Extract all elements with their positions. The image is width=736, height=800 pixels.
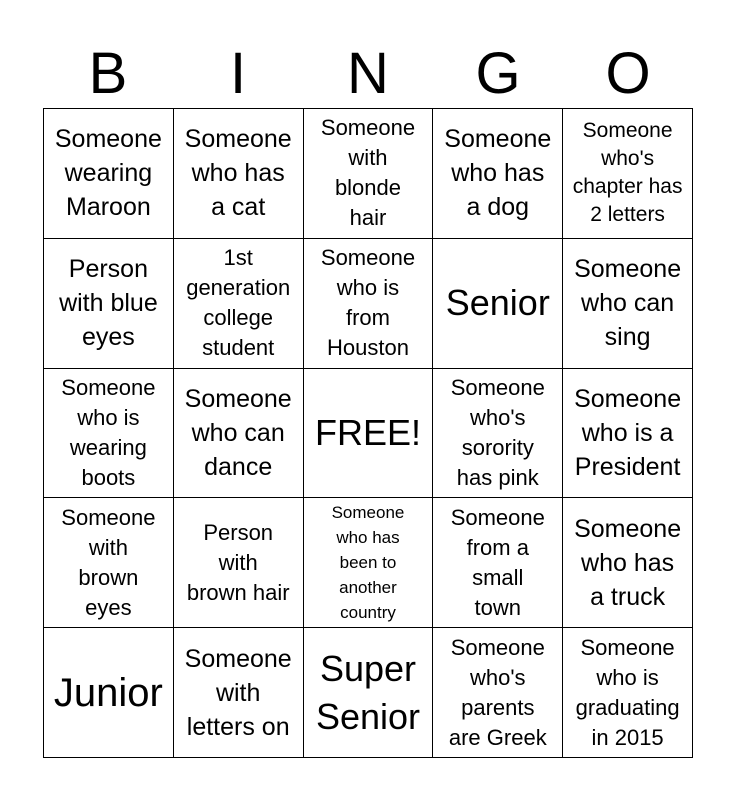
bingo-cell[interactable]	[304, 498, 434, 628]
bingo-cell-text: Senior	[445, 282, 550, 324]
bingo-cell[interactable]	[433, 498, 563, 628]
bingo-cell-text: Someone who is a President	[574, 384, 682, 481]
free-space-text: FREE!	[314, 411, 421, 453]
header-letter-b: B	[88, 41, 128, 106]
bingo-cell[interactable]	[304, 239, 434, 369]
bingo-cell-text: 1st generation college student	[186, 245, 291, 361]
bingo-cell[interactable]	[563, 628, 693, 758]
bingo-cell-text: Someone who's sorority has pink	[450, 374, 545, 490]
header-letter-i: I	[229, 41, 247, 106]
bingo-cell[interactable]	[44, 239, 174, 369]
header-letter-o: O	[605, 41, 651, 106]
bingo-cell-text: Super Senior	[315, 647, 421, 737]
bingo-cell-text: Someone wearing Maroon	[54, 125, 162, 222]
bingo-cell[interactable]	[433, 369, 563, 499]
bingo-cell[interactable]	[563, 109, 693, 239]
bingo-cell-text: Someone from a small town	[450, 504, 545, 620]
bingo-cell[interactable]	[563, 498, 693, 628]
bingo-cell-text: Person with blue eyes	[59, 255, 158, 352]
bingo-cell[interactable]	[174, 109, 304, 239]
bingo-cell[interactable]	[304, 628, 434, 758]
bingo-cell[interactable]	[563, 239, 693, 369]
bingo-cell[interactable]	[44, 369, 174, 499]
bingo-cell-text: Someone who has been to another country	[331, 503, 405, 623]
bingo-cell-text: Junior	[53, 670, 163, 715]
bingo-cell[interactable]	[174, 239, 304, 369]
bingo-cell[interactable]	[433, 628, 563, 758]
bingo-cell-text: Someone who has a truck	[574, 514, 682, 611]
free-space-cell[interactable]	[304, 369, 434, 499]
bingo-cell-text: Someone with letters on	[184, 644, 292, 741]
bingo-header	[43, 40, 693, 108]
header-letter-g: G	[475, 41, 521, 106]
bingo-cell-text: Someone who is graduating in 2015	[575, 634, 680, 750]
bingo-cell[interactable]	[174, 498, 304, 628]
bingo-cell[interactable]	[433, 239, 563, 369]
bingo-cell[interactable]	[304, 109, 434, 239]
bingo-cell[interactable]	[44, 498, 174, 628]
bingo-cell-text: Someone who is from Houston	[320, 245, 416, 361]
bingo-cell-text: Someone who can sing	[574, 255, 682, 352]
bingo-cell-text: Someone who has a dog	[444, 125, 552, 222]
bingo-cell-text: Someone who is wearing boots	[61, 374, 156, 490]
bingo-cell[interactable]	[563, 369, 693, 499]
bingo-cell[interactable]	[174, 369, 304, 499]
bingo-cell-text: Someone who has a cat	[184, 125, 292, 222]
bingo-card-grid	[43, 108, 693, 758]
header-letter-n: N	[347, 41, 389, 106]
bingo-cell-text: Someone who can dance	[184, 384, 292, 481]
bingo-cell-text: Someone who's chapter has 2 letters	[572, 119, 683, 227]
bingo-cell[interactable]	[174, 628, 304, 758]
bingo-cell[interactable]	[44, 109, 174, 239]
bingo-cell[interactable]	[44, 628, 174, 758]
bingo-cell-text: Person with brown hair	[186, 519, 290, 605]
bingo-cell-text: Someone with brown eyes	[61, 504, 156, 620]
bingo-cell-text: Someone with blonde hair	[320, 115, 416, 231]
bingo-cell-text: Someone who's parents are Greek	[448, 634, 547, 750]
bingo-cell[interactable]	[433, 109, 563, 239]
